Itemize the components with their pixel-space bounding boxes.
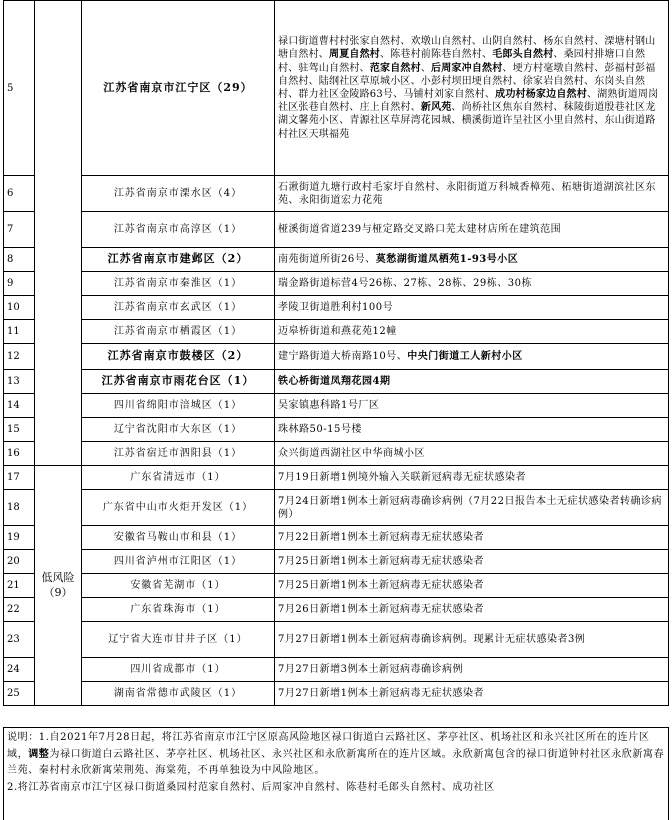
row-number: 14 (4, 394, 35, 418)
note-1 (7, 730, 665, 780)
table-row (4, 658, 669, 682)
row-number: 8 (4, 248, 35, 272)
risk-level-cell (35, 1, 82, 466)
area-name: 广东省珠海市（1） (82, 598, 275, 622)
text-segment: 说明：1.自2021年7月28日起，将江苏省南京市江宁区原高风险地区禄口街道白云路社区、茅亭社区、机场社区和永兴社区所在的连片区域， (7, 732, 650, 760)
table-row (4, 212, 669, 248)
text-segment: 禄口街道曹村村张家自然村、欢墩山自然村、山阴自然村、杨东自然村、溧塘村钢山塘自然村、 (278, 36, 656, 61)
area-detail (275, 682, 669, 706)
area-detail (275, 344, 669, 370)
text-segment: 石湫街道九塘行政村毛家圩自然村、永阳街道万科城香樟苑、柘塘街道湖滨社区东苑、永阳街道宏力花苑 (278, 181, 656, 206)
notes-section (3, 727, 669, 820)
area-detail (275, 370, 669, 394)
text-segment: 7月26日新增1例本土新冠病毒无症状感染者 (278, 604, 484, 615)
text-segment: 珠林路50-15号楼 (278, 424, 362, 435)
table-row (4, 490, 669, 526)
area-detail (275, 466, 669, 490)
table-row (4, 622, 669, 658)
row-number: 9 (4, 272, 35, 296)
text-segment: 7月25日新增1例本土新冠病毒无症状感染者 (278, 556, 484, 567)
area-name: 四川省成都市（1） (82, 658, 275, 682)
bold-text: 铁心桥街道凤翔花园4期 (278, 376, 391, 387)
area-detail (275, 658, 669, 682)
area-detail (275, 622, 669, 658)
table-row (4, 526, 669, 550)
area-name: 四川省泸州市江阳区（1） (82, 550, 275, 574)
table-row (4, 344, 669, 370)
table-row (4, 442, 669, 466)
area-name: 江苏省宿迁市泗阳县（1） (82, 442, 275, 466)
row-number: 5 (4, 1, 35, 176)
area-name: 安徽省芜湖市（1） (82, 574, 275, 598)
row-number: 23 (4, 622, 35, 658)
area-name: 江苏省南京市建邺区（2） (82, 248, 275, 272)
table-row (4, 176, 669, 212)
row-number: 24 (4, 658, 35, 682)
table-row (4, 598, 669, 622)
area-detail (275, 320, 669, 344)
text-segment: 瑞金路街道标营4号26栋、27栋、28栋、29栋、30栋 (278, 278, 532, 289)
area-name: 四川省绵阳市涪城区（1） (82, 394, 275, 418)
table-row (4, 248, 669, 272)
area-name: 广东省清远市（1） (82, 466, 275, 490)
table-row (4, 1, 669, 176)
bold-text: 莫愁湖街道凤栖苑1-93号小区 (375, 254, 519, 265)
area-detail (275, 272, 669, 296)
text-segment: 孝陵卫街道胜利村100号 (278, 302, 394, 313)
row-number: 7 (4, 212, 35, 248)
table-row (4, 682, 669, 706)
row-number: 20 (4, 550, 35, 574)
row-number: 11 (4, 320, 35, 344)
area-name: 辽宁省沈阳市大东区（1） (82, 418, 275, 442)
risk-level-cell (35, 466, 82, 706)
text-segment: 、尚桥社区焦东自然村、秣陵街道殷巷社区龙湖文馨苑小区、青源社区草屏湾花园城、横溪街道许呈社区小里自然村、东山街道路村社区天琪福苑 (278, 102, 656, 140)
area-name: 湖南省常德市武陵区（1） (82, 682, 275, 706)
risk-level-count: （9） (43, 585, 73, 599)
area-name: 江苏省南京市鼓楼区（2） (82, 344, 275, 370)
text-segment: 、桑园村排塘口自然村、驻驾山自然村、 (278, 49, 646, 74)
area-detail (275, 574, 669, 598)
risk-level-label: 低风险 (41, 571, 75, 585)
bold-text: 成功村杨家边自然村 (495, 89, 587, 100)
area-detail (275, 394, 669, 418)
area-detail (275, 526, 669, 550)
area-detail (275, 176, 669, 212)
row-number: 6 (4, 176, 35, 212)
table-row (4, 320, 669, 344)
text-segment: 为禄口街道白云路社区、茅亭社区、机场社区、永兴社区和永欣新寓所在的连片区域。永欣新寓包含的禄口街道钟村社区永欣新寓春兰苑、秦村村永欣新寓荣荆苑、海棠苑，不再单独设为中风险地区。 (7, 748, 665, 776)
table-row (4, 550, 669, 574)
area-name: 江苏省南京市栖霞区（1） (82, 320, 275, 344)
text-segment: 7月22日新增1例本土新冠病毒无症状感染者 (278, 532, 484, 543)
bold-text: 周夏自然村 (329, 49, 380, 61)
row-number: 22 (4, 598, 35, 622)
area-detail (275, 598, 669, 622)
note-2: 2.将江苏省南京市江宁区禄口街道桑园村范家自然村、后周家冲自然村、陈巷村毛郎头自然村、成功社区 (7, 781, 495, 793)
table-row (4, 272, 669, 296)
area-detail (275, 490, 669, 526)
area-detail (275, 1, 669, 176)
text-segment: 7月27日新增3例本土新冠病毒确诊病例 (278, 664, 463, 675)
area-name: 江苏省南京市溧水区（4） (82, 176, 275, 212)
table-row (4, 370, 669, 394)
area-name: 江苏省南京市高淳区（1） (82, 212, 275, 248)
text-segment: 、陈巷村前陈巷自然村、 (380, 49, 493, 61)
text-segment: 南苑街道所街26号、 (278, 254, 376, 265)
bold-text: 中央门街道工人新村小区 (407, 351, 523, 362)
row-number: 17 (4, 466, 35, 490)
text-segment: 、湖熟街道周岗社区张巷自然村、庄上自然村、 (278, 89, 659, 114)
area-name: 安徽省马鞍山市和县（1） (82, 526, 275, 550)
text-segment: 桠溪街道省道239与桠定路交叉路口芜太建材店所在建筑范围 (278, 224, 562, 235)
area-detail (275, 442, 669, 466)
table-row (4, 574, 669, 598)
row-number: 15 (4, 418, 35, 442)
text-segment: 7月25日新增1例本土新冠病毒无症状感染者 (278, 580, 484, 591)
text-segment: 、埂方村毫墩自然村、彭福村彭福自然村、陆纲社区草原城小区、小彭村坝田埂自然村、徐家岩自然村、东岗头自然村、群力社区金陵路63号、马铺村刘家自然村、 (278, 62, 656, 100)
text-segment: 迈皋桥街道和燕花苑12幢 (278, 326, 397, 337)
row-number: 10 (4, 296, 35, 320)
text-segment: 众兴街道西湖社区中华商城小区 (278, 448, 425, 459)
text-segment: 7月24日新增1例本土新冠病毒确诊病例（7月22日报告本土无症状感染者转确诊病例） (278, 495, 663, 520)
bold-text: 后周家冲自然村 (431, 62, 503, 74)
risk-area-table (3, 0, 669, 706)
area-name: 江苏省南京市秦淮区（1） (82, 272, 275, 296)
row-number: 18 (4, 490, 35, 526)
area-name: 江苏省南京市江宁区（29） (82, 1, 275, 176)
area-detail (275, 550, 669, 574)
row-number: 16 (4, 442, 35, 466)
text-segment: 7月27日新增1例本土新冠病毒无症状感染者 (278, 688, 484, 699)
text-segment: 吴家镇惠科路1号厂区 (278, 400, 380, 411)
row-number: 25 (4, 682, 35, 706)
area-name: 广东省中山市火炬开发区（1） (82, 490, 275, 526)
area-name: 江苏省南京市玄武区（1） (82, 296, 275, 320)
area-detail (275, 248, 669, 272)
table-row (4, 466, 669, 490)
text-segment: 、 (420, 62, 432, 74)
bold-text: 调整 (28, 748, 50, 760)
row-number: 12 (4, 344, 35, 370)
row-number: 19 (4, 526, 35, 550)
area-name: 江苏省南京市雨花台区（1） (82, 370, 275, 394)
table-row (4, 296, 669, 320)
text-segment: 建宁路街道大桥南路10号、 (278, 351, 408, 362)
table-row (4, 394, 669, 418)
area-detail (275, 296, 669, 320)
text-segment: 7月27日新增1例本土新冠病毒确诊病例。现累计无症状感染者3例 (278, 634, 586, 645)
area-detail (275, 418, 669, 442)
bold-text: 毛郎头自然村 (492, 49, 554, 61)
bold-text: 新风苑 (420, 102, 452, 114)
area-name: 辽宁省大连市甘井子区（1） (82, 622, 275, 658)
row-number: 13 (4, 370, 35, 394)
bold-text: 范家自然村 (369, 62, 421, 74)
text-segment: 7月19日新增1例境外输入关联新冠病毒无症状感染者 (278, 472, 526, 483)
row-number: 21 (4, 574, 35, 598)
table-row (4, 418, 669, 442)
area-detail (275, 212, 669, 248)
